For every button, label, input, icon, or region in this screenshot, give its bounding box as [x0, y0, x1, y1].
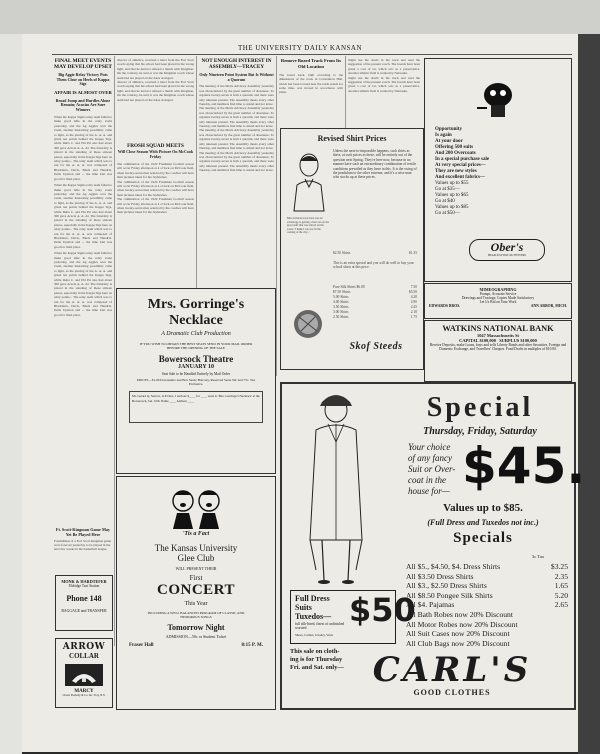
cartoon-singers-icon	[161, 485, 231, 531]
specials-row	[406, 610, 568, 620]
carls-special-ad	[280, 382, 586, 710]
headline-board-track: Remove Board Track From Its Old Location	[280, 58, 342, 70]
full-dress-box	[290, 590, 416, 644]
ticket-prices: PRICES—$1.00 Downstairs and Box Seats; Balcony, Reserved Seats 50c and 75c. Tax Exclusive.	[136, 378, 256, 387]
arrow-item: COLLAR	[69, 652, 99, 660]
column-3	[199, 58, 274, 286]
specials-price: 5.20	[554, 590, 568, 600]
shirt-new: 4.20	[410, 295, 417, 299]
article-continued: might use the doubt in the track and read the suggestion of the present coach. The boards have been given a coat of tar, which acts as a preservative. Another athletic field is wanted by Nebraska.	[348, 58, 420, 76]
glee-line1: The Kansas University	[154, 543, 238, 553]
shirt-closing: This is an extra special and you will do well to buy your school shirts at this price.	[333, 261, 414, 270]
specials-price: $3.25	[550, 562, 568, 571]
shirt-label: 2.50 Shirts	[333, 315, 349, 319]
obers-logo-badge	[469, 239, 545, 261]
article-continued-cont: might use the doubt in the track and read the suggestion of the present coach. The boards have been given a coat of tar, which acts as a preservative. Another athletic field is wanted by Nebraska.	[348, 75, 420, 93]
column-2-top	[117, 58, 194, 142]
headline-assembly: NOT ENOUGH INTEREST IN ASSEMBLY—TRACEY	[201, 58, 272, 71]
obers-line: Go at $50—	[435, 211, 460, 216]
column-2-frosh	[117, 143, 194, 289]
seat-sale-note: Seat Sale to be Handled Entirely by Mail Order	[161, 372, 231, 377]
special-price: $45.	[462, 437, 586, 495]
specials-item: All Club Bags now 20% Discount	[406, 638, 510, 648]
shirt-list-row	[333, 315, 417, 320]
mimeo-line1: Prompt, Accurate Service	[479, 292, 517, 296]
specials-row	[406, 572, 568, 582]
shirt-new: 2.90	[410, 300, 417, 304]
shirt-new: 1.75	[410, 315, 417, 319]
shirt-label: Pure Silk Shirts	[333, 285, 356, 289]
special-values: Values up to $85.	[443, 502, 523, 514]
specials-price: 2.35	[554, 571, 568, 581]
article-body-cont: When the Kappa Sigma relay team failed to make good time in the relay event yesterday, and the Ag Aggies won the event, another interesting possibility came to light, as the placing of the A. A. A. and given ten points behind the Kappa Sigs, while Delta C. and Phi Psi also had about 300 gave Acacia A. A. Al. The fraternity is placed in the standing of these sixteen places, especially in the Kappa Sigs here on relay points... The relay team which was to run for the A. A. A. was composed of Blackburn, Davis, Black and Hendrix. Delta Upsilon and ... the time trial was good for third place.	[54, 183, 112, 249]
mimeo-right: ANN ARBOR, MICH.	[530, 304, 567, 308]
deck-final-meet: Big Aggie Relay Victory Puts Them Close on Heels of Kappa Sigs	[56, 71, 110, 87]
glee-concert: CONCERT	[157, 582, 235, 598]
specials-price: 2.65	[554, 600, 568, 610]
deck-frosh: Will Close Season With Picture On McCook Friday	[117, 149, 194, 160]
shirt-old: $2.50 Shirts	[333, 251, 351, 255]
choice-line: coat in the	[408, 475, 446, 485]
shirt-intro: Unless the next-to-impossible happens, such shirts as these, at such prices as these, will be entirely out of the question next Spring. They're here now, because in no manner have such an extraordinary combination of textile conditions prevailed as they have in this. It is the swing of the pendulum to the other extreme, and it's a wise man who stocks up at these prices.	[333, 149, 417, 180]
article-assembly-cont: The meeting of the Men's Advisory Assembly yesterday was characterized by the great number of absentees. To organize twenty-seven is both a quorum, and there were only nineteen present. The Assembly meets every other Tuesday, and members find time to attend and not leave.	[199, 150, 274, 173]
choice-line: Your choice	[408, 442, 451, 452]
monk-phone: 148	[89, 594, 102, 603]
special-note: (Full Dress and Tuxedos not inc.)	[427, 518, 539, 527]
fd-line3: Tuxedos—	[295, 612, 332, 621]
collar-icon	[64, 663, 104, 687]
monk-name: MONK & HARDTEFER	[61, 579, 107, 584]
arrow-brand: ARROW	[62, 642, 106, 652]
glee-line3: WILL PRESENT THEIR	[175, 566, 217, 571]
monk-address: Eldridge Taxi Station	[68, 584, 100, 588]
obers-line: Go at $40	[435, 199, 455, 204]
shirt-list	[333, 285, 417, 327]
play-date: JANUARY 10	[177, 364, 215, 371]
glee-tomorrow: Tomorrow Night	[167, 623, 225, 633]
bank-surplus: SURPLUS $100,000	[499, 338, 537, 343]
obers-line: And excellent fabrics—	[435, 175, 485, 180]
mimeo-line3: Let Us Bid on Your Work	[479, 300, 517, 304]
glee-club-ad	[116, 476, 276, 710]
glee-program: INCLUDING A WELL BALANCED PROGRAM OF CLASSIC AND HUMOROUS SONGS	[147, 611, 245, 620]
glee-venue-line	[117, 639, 275, 648]
article-board-track: The board track, built according to the dimensions of the track in Convention Hall, which has been located near the north stands for some time, was moved in accordance with plans.	[279, 72, 343, 95]
obers-line: Opportunity	[435, 127, 462, 132]
sale-line: Fri. and Sat. only—	[290, 664, 344, 671]
shirt-fabric-swatch-icon	[293, 309, 323, 339]
scan-border-top	[0, 0, 600, 34]
shirt-new: 2.10	[410, 310, 417, 314]
article-frosh: The culmination of the 1920 Freshman football season will occur Friday afternoon at 4 o'clock on McCook field, when twenty-seven men selected by the coaches will have their pictures taken for the Jayhawker.	[117, 162, 194, 180]
sale-line: This sale on cloth-	[290, 648, 340, 655]
shirt-label: 4.00 Shirts	[333, 300, 349, 304]
skofsteeds-logo: Skof Steeds	[349, 341, 403, 352]
mascot-illustration-icon	[473, 71, 523, 121]
fd-line5: Shoes, Collars, Jewelry, Vests	[295, 633, 333, 637]
necklace-notice: IF YOU WISH TO OBTAIN THE BEST SEATS SEND IN YOUR MAIL ORDER BEFORE THE OPENING OF THE SALE	[139, 342, 253, 351]
specials-item: All Suit Cases now 20% Discount	[406, 629, 510, 639]
glee-line6: This Year	[184, 601, 208, 607]
glee-line4: First	[189, 574, 203, 582]
shirt-old: $6.00	[356, 285, 365, 289]
shirt-new: 7.50	[410, 285, 417, 289]
obers-line: Values up to $65	[435, 193, 469, 198]
article-body: director of athletics, received a letter from the Fort Scott coach saying that his school had been placed in the wrong light, and that he had not refused a match with Kingman. On the contrary, he said, it was the Kingman coach whose team had not played on the dates arranged.	[117, 58, 194, 80]
masthead-rule	[52, 54, 572, 55]
obers-logo-sub: HEAD-TO-FOOT OUTFITTERS	[487, 254, 527, 257]
specials-row	[406, 600, 568, 610]
monk-phone-label: Phone	[66, 594, 88, 603]
shirt-label: 3.00 Shirts	[333, 310, 349, 314]
bank-ad	[424, 320, 572, 382]
obers-line: In a special purchase sale	[435, 157, 490, 162]
glee-admission: ADMISSION—50c or Student Ticket	[165, 634, 227, 640]
obers-line: Values up to $85	[435, 205, 469, 210]
arrow-collar-ad	[55, 638, 113, 708]
collar-illustration	[56, 663, 112, 687]
choice-line: Suit or Over-	[408, 464, 456, 474]
specials-item: All $3., $2.50 Dress Shirts	[406, 581, 487, 591]
mimeo-footer	[425, 304, 571, 308]
fd-line2: Suits	[295, 603, 312, 612]
arrow-model: MARCY	[74, 689, 94, 694]
monk-hardtefer-ad	[55, 575, 113, 631]
bank-address: 1047 Massachusetts St	[477, 333, 519, 338]
carls-name: CARL'S	[372, 650, 532, 690]
specials-row	[406, 629, 568, 639]
article-body-cont: director of athletics, received a letter from the Fort Scott coach saying that his school had been placed in the wrong light, and that he had not refused a match with Kingman. On the contrary, he said, it was the Kingman coach whose team had not played on the dates arranged.	[117, 80, 194, 102]
specials-list	[406, 562, 568, 648]
fd-line4: full silk-lined, finest of unfinished worsted	[295, 622, 345, 631]
column-4-top	[279, 58, 343, 124]
column-divider	[114, 56, 115, 646]
shirt-price-line	[333, 251, 417, 259]
man-portrait-icon	[289, 151, 329, 213]
column-1-bottom	[54, 528, 112, 564]
obers-line: At your door	[435, 139, 463, 144]
article-assembly: The meeting of the Men's Advisory Assembly yesterday was characterized by the great number of absentees. To organize twenty-seven is both a quorum, and there were only nineteen present. The Assembly meets every other Tuesday, and members find time to attend and not leave.	[199, 84, 274, 107]
specials-title: Specials	[453, 530, 513, 546]
mimeo-line2: Drawings and Tracings; Copies Made Satisfactory	[461, 296, 535, 300]
deck-assembly: Only Nineteen Point System But Is Without a Quorum	[199, 71, 274, 82]
carls-logo	[362, 652, 542, 702]
specials-row	[406, 562, 568, 572]
necklace-title-1: Mrs. Gorringe's	[147, 297, 245, 312]
bank-capital: CAPITAL $100,000	[459, 338, 496, 343]
column-5-top	[348, 58, 420, 126]
shirt-title: Revised Shirt Prices	[317, 134, 387, 143]
article-frosh-cont: The culmination of the 1920 Freshman football season will occur Friday afternoon at 4 o'clock on McCook field, when twenty-seven men selected by the coaches will have their pictures taken for the Jayhawker.	[117, 179, 194, 197]
specials-item: All Motor Robes now 20% Discount	[406, 619, 518, 629]
specials-item: All $5., $4.50, $4. Dress Shirts	[406, 562, 501, 571]
bank-body: Receive Deposits, make Loans, buys and sells Liberty Bonds and other Securities, Foreign and Domestic Exchange, and Travellers' Cheques. Fund Drafts in multiples of $10.00.	[429, 343, 567, 352]
shirt-new: $1.35	[408, 251, 417, 255]
headline-ft-scott: Ft. Scott-Kingman Game May Yet Be Played Here	[55, 528, 111, 537]
specials-item: All $4. Pajamas	[406, 600, 455, 610]
article-assembly-cont: The meeting of the Men's Advisory Assembly yesterday was characterized by the great number of absentees. To organize twenty-seven is both a quorum, and there were only nineteen present. The Assembly meets every other Tuesday, and members find time to attend and not leave.	[199, 128, 274, 151]
deck-affair: Broad Jump and Hurdles Alone Remain; Acacias Are Sure Winners	[55, 97, 111, 113]
shirt-new: $5.50	[408, 290, 417, 294]
column-divider	[276, 56, 277, 376]
mimeo-left: EDWARDS BROS.	[429, 304, 461, 308]
necklace-subtitle: A Dramatic Club Production	[161, 331, 231, 337]
glee-time: 8:15 P. M.	[241, 643, 263, 649]
obers-line: And 200 Overcoats	[435, 151, 476, 156]
theatre-name: Bowersock Theatre	[158, 354, 234, 365]
shirt-caption: Miss Gilstead says there was an advantage to getting a hair cut ere the great stuff that was stirred on the scene. 'I think I can see far the coming of the city...'	[287, 217, 329, 235]
shirt-label: 5.00 Shirts	[333, 295, 349, 299]
specials-item: All Bath Robes now 20% Discount	[406, 609, 513, 619]
article-assembly-cont: The meeting of the Men's Advisory Assembly yesterday was characterized by the great number of absentees. To organize twenty-seven is both a quorum, and there were only nineteen present. The Assembly meets every other Tuesday, and members find time to attend and not leave.	[199, 106, 274, 129]
man-in-overcoat-icon	[292, 390, 384, 586]
arrow-maker: Cluett, Peabody & Co. Inc. Troy, N.Y.	[62, 694, 106, 697]
shirt-label: $7.50 Shirts	[333, 290, 351, 294]
monk-services: BAGGAGE and TRANSFER	[61, 609, 107, 613]
obers-line: Go at $35—	[435, 187, 460, 192]
mimeograph-ad	[424, 283, 572, 319]
choice-line: of any fancy	[408, 453, 452, 463]
bank-name: WATKINS NATIONAL BANK	[442, 324, 554, 333]
cartoon-caption: 'Tis a Fact	[182, 531, 210, 537]
shirt-prices-ad	[280, 128, 424, 370]
obers-copy	[435, 127, 565, 217]
column-1	[54, 58, 112, 524]
glee-venue: Fraser Hall	[129, 643, 154, 649]
fd-line1: Full Dress	[295, 594, 330, 603]
sale-dates	[290, 648, 356, 672]
specials-row	[406, 591, 568, 601]
necklace-title-2: Necklace	[169, 313, 223, 328]
article-body: When the Kappa Sigma relay team failed to make good time in the relay event yesterday, and the Ag Aggies won the event, another interesting possibility came to light, as the placing of the A. A. A. and given ten points behind the Kappa Sigs, while Delta C. and Phi Psi also had about 300 gave Acacia A. A. Al. The fraternity is placed in the standing of these sixteen places, especially in the Kappa Sigs here on relay points... The relay team which was to run for the A. A. A. was composed of Blackburn, Davis, Black and Hendrix. Delta Upsilon and ... the time trial was good for third place.	[54, 115, 112, 181]
article-body-cont: When the Kappa Sigma relay team failed to make good time in the relay event yesterday, and the Ag Aggies won the event, another interesting possibility came to light, as the placing of the A. A. A. and given ten points behind the Kappa Sigs, while Delta C. and Phi Psi also had about 300 gave Acacia A. A. Al. The fraternity is placed in the standing of these sixteen places, especially in the Kappa Sigs here on relay points... The relay team which was to run for the A. A. A. was composed of Blackburn, Davis, Black and Hendrix. Delta Upsilon and ... the time trial was good for third place.	[54, 251, 112, 317]
headline-affair: AFFAIR IS ALMOST OVER	[54, 90, 112, 96]
mimeo-title: MIMEOGRAPHING	[479, 287, 517, 292]
obers-line: Values up to $55	[435, 181, 469, 186]
tax-header: 3c Tax	[532, 554, 545, 559]
sale-line: ing is for Thursday	[290, 656, 343, 663]
obers-logo: Ober's	[490, 240, 524, 254]
special-title: Special	[426, 392, 534, 423]
shirt-label: 3.50 Shirts	[333, 305, 349, 309]
column-divider	[345, 56, 346, 128]
article-ft-scott: Possibilities of a Fort Scott-Kingman game were forecast yesterday to be played in the next few weeks in the basketball league.	[54, 538, 112, 552]
shirt-new: 2.45	[410, 305, 417, 309]
headline-frosh: FROSH SQUAD MEETS	[127, 143, 184, 149]
obers-ad	[424, 58, 572, 282]
masthead: THE UNIVERSITY DAILY KANSAN	[237, 44, 363, 52]
fd-price: $50	[349, 591, 416, 629]
headline-final-meet: FINAL MEET EVENTS MAY DEVELOP UPSET	[54, 58, 112, 71]
obers-line: Is again	[435, 133, 452, 138]
carls-sub: GOOD CLOTHES	[413, 688, 491, 697]
choice-line: house for—	[408, 486, 450, 496]
monk-phone-line	[56, 594, 112, 603]
specials-price: 1.65	[554, 581, 568, 591]
specials-row	[406, 620, 568, 630]
specials-item: All $8.50 Pongee Silk Shirts	[406, 590, 493, 600]
article-frosh-cont: The culmination of the 1920 Freshman football season will occur Friday afternoon at 4 o'clock on McCook field, when twenty-seven men selected by the coaches will have their pictures taken for the Jayhawker.	[117, 197, 194, 215]
special-choice	[408, 442, 455, 497]
obers-line: Offering 500 suits	[435, 145, 474, 150]
specials-item: All $3.50 Dress Shirts	[406, 571, 474, 581]
obers-line: They are new styles	[435, 169, 477, 174]
specials-row	[406, 581, 568, 591]
glee-line2: Glee Club	[177, 553, 215, 563]
special-days: Thursday, Friday, Saturday	[423, 426, 537, 437]
column-divider	[196, 56, 197, 306]
mail-order-form[interactable]: Mr. Gerard Q. Sarrow, 1145 Ind., I enclose $____ for ____ seats to 'Mrs. Gorringe's Necklace' at the Bowersock, Jan. 10th. Name ____ Address ____	[129, 391, 263, 423]
necklace-ad	[116, 288, 276, 474]
scan-border-left	[0, 34, 22, 754]
specials-row	[406, 639, 568, 649]
obers-line: At very special prices—	[435, 163, 486, 168]
